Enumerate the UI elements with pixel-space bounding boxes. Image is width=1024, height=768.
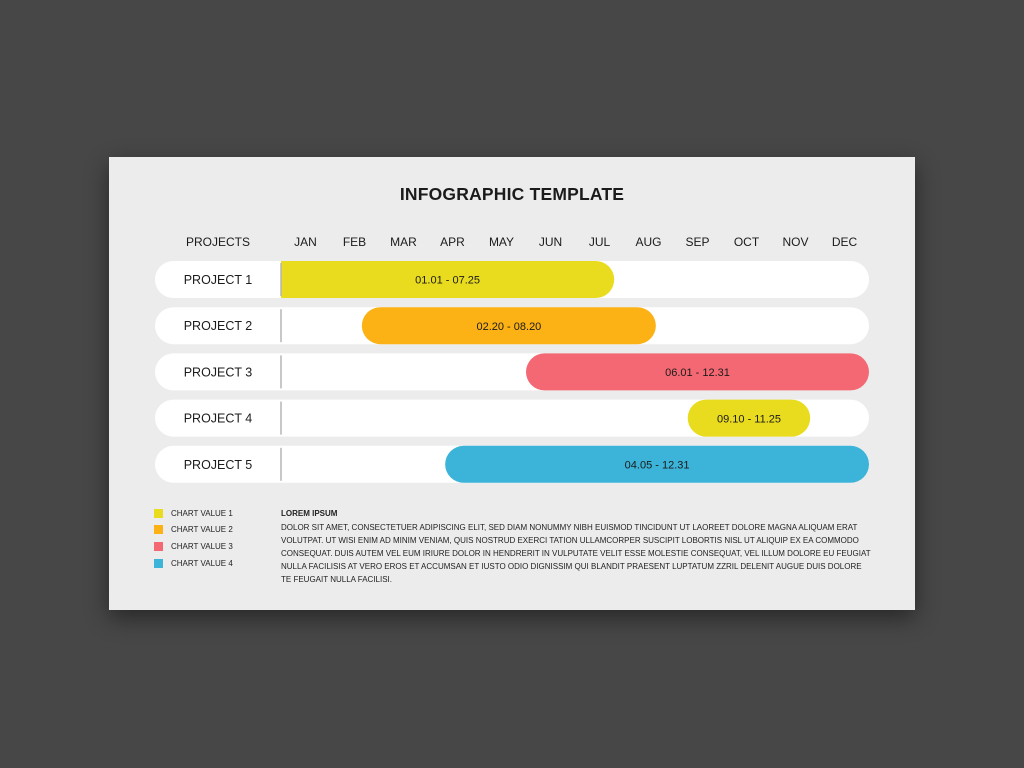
project-row — [155, 261, 869, 298]
project-label: PROJECT 1 — [183, 273, 253, 287]
legend-swatch — [154, 509, 163, 518]
bar-date-label: 04.05 - 12.31 — [624, 459, 690, 472]
month-label-oct: OCT — [733, 235, 760, 249]
projects-header: PROJECTS — [185, 235, 251, 249]
infographic-card — [109, 157, 915, 610]
project-label: PROJECT 2 — [183, 319, 253, 334]
month-label-jul: JUL — [588, 235, 611, 249]
project-row — [155, 446, 869, 483]
month-label-apr: APR — [440, 235, 465, 249]
description-title: LOREM IPSUM — [281, 509, 338, 518]
legend-label: CHART VALUE 3 — [171, 542, 233, 552]
month-label-aug: AUG — [635, 235, 662, 249]
legend-label: CHART VALUE 1 — [171, 508, 233, 518]
project-label: PROJECT 4 — [183, 411, 253, 426]
project-rows — [155, 261, 869, 483]
month-label-dec: DEC — [831, 235, 858, 249]
month-label-jan: JAN — [294, 235, 317, 249]
project-row — [155, 307, 869, 344]
description-body: DOLOR SIT AMET, CONSECTETUER ADIPISCING ELIT, SED DIAM NONUMMY NIBH EUISMOD TINCIDUNT UT LAOREET DOLORE MAGNA ALIQUAM ERAT VOLUTPAT. UT WISI ENIM AD MINIM VENIAM, QUIS NOSTRUD EXERCI TATION ULLAMCORPER SUSCIPIT LOBORTIS NISL UT ALIQUIP EX EA COMMODO CONSEQUAT. DUIS AUTEM VEL EUM IRIURE DOLOR IN HENDRERIT IN VULPUTATE VELIT ESSE MOLESTIE CONSEQUAT, VEL ILLUM DOLORE EU FEUGIAT NULLA FACILISIS AT VERO EROS ET ACCUMSAN ET IUSTO ODIO DIGNISSIM QUI BLANDIT PRAESENT LUPTATUM ZZRIL DELENIT AUGUE DUIS DOLORE TE FEUGAIT NULLA FACILISI. — [281, 523, 871, 584]
gantt-chart — [109, 157, 915, 497]
project-row — [155, 400, 869, 437]
legend-item — [154, 541, 233, 553]
project-row — [155, 353, 869, 390]
bar-date-label: 09.10 - 11.25 — [716, 413, 782, 426]
bar-date-label: 06.01 - 12.31 — [665, 367, 730, 380]
month-label-may: MAY — [488, 235, 515, 249]
legend-swatch — [154, 525, 163, 534]
legend-item — [154, 524, 233, 536]
legend-label: CHART VALUE 2 — [171, 525, 233, 535]
project-label: PROJECT 3 — [183, 365, 253, 380]
chart-title: INFOGRAPHIC TEMPLATE — [399, 184, 625, 204]
legend-swatch — [154, 542, 163, 551]
project-label: PROJECT 5 — [183, 457, 253, 472]
legend-item — [154, 557, 233, 569]
month-label-jun: JUN — [538, 235, 563, 249]
bar-date-label: 01.01 - 07.25 — [415, 274, 481, 287]
month-label-nov: NOV — [782, 235, 809, 249]
month-label-sep: SEP — [685, 235, 710, 249]
description-block — [281, 507, 871, 586]
legend-swatch — [154, 559, 163, 568]
legend-label: CHART VALUE 4 — [171, 558, 233, 568]
month-axis — [294, 235, 857, 249]
month-label-feb: FEB — [342, 235, 367, 249]
bar-date-label: 02.20 - 08.20 — [476, 320, 542, 333]
legend-item — [154, 507, 233, 519]
month-label-mar: MAR — [390, 235, 417, 249]
